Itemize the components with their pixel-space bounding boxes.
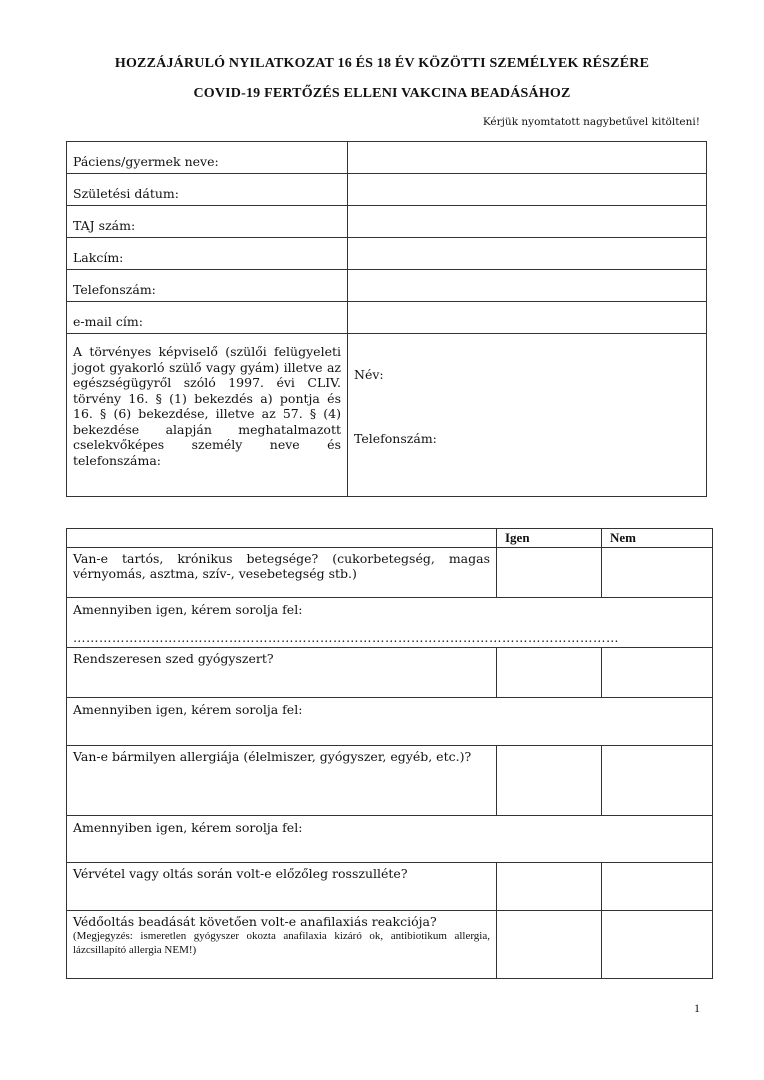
- anaphylaxis-question-cell: [67, 910, 497, 978]
- email-label: e-mail cím:: [67, 302, 348, 334]
- patient-name-row: [67, 142, 707, 174]
- fainting-question: Vérvétel vagy oltás során volt-e előzőleg rosszulléte?: [67, 862, 497, 910]
- medication-list-row: [67, 697, 713, 745]
- phone-label: Telefonszám:: [67, 270, 348, 302]
- anaphylaxis-no-box[interactable]: [602, 910, 713, 978]
- fainting-no-box[interactable]: [602, 862, 713, 910]
- anaphylaxis-yes-box[interactable]: [497, 910, 602, 978]
- no-column-header: Nem: [602, 529, 713, 548]
- medication-question: Rendszeresen szed gyógyszert?: [67, 647, 497, 697]
- medication-yes-box[interactable]: [497, 647, 602, 697]
- chronic-disease-question: Van-e tartós, krónikus betegsége? (cukorbetegség, magas vérnyomás, asztma, szív-, vesebetegség stb.): [67, 547, 497, 597]
- chronic-disease-yes-box[interactable]: [497, 547, 602, 597]
- allergy-list-field[interactable]: Amennyiben igen, kérem sorolja fel:: [67, 815, 713, 862]
- address-field[interactable]: [348, 238, 707, 270]
- chronic-disease-list-label: Amennyiben igen, kérem sorolja fel:: [73, 601, 303, 617]
- fill-instruction-note: Kérjük nyomtatott nagybetűvel kitölteni!: [482, 116, 700, 128]
- address-label: Lakcím:: [67, 238, 348, 270]
- page-number: 1: [694, 1001, 700, 1015]
- patient-name-label: Páciens/gyermek neve:: [67, 142, 348, 174]
- anaphylaxis-question: Védőoltás beadását követően volt-e anafilaxiás reakciója?: [73, 913, 437, 929]
- representative-row: [67, 334, 707, 497]
- chronic-disease-row: [67, 547, 713, 597]
- fainting-yes-box[interactable]: [497, 862, 602, 910]
- medication-row: [67, 647, 713, 697]
- email-field[interactable]: [348, 302, 707, 334]
- health-questions-table: [66, 528, 713, 979]
- birth-date-row: [67, 174, 707, 206]
- taj-field[interactable]: [348, 206, 707, 238]
- allergy-question: Van-e bármilyen allergiája (élelmiszer, gyógyszer, egyéb, etc.)?: [67, 745, 497, 815]
- dotted-line: ………………………………………………………………………………………………………………: [73, 630, 619, 645]
- birth-date-label: Születési dátum:: [67, 174, 348, 206]
- allergy-list-row: [67, 815, 713, 862]
- taj-label: TAJ szám:: [67, 206, 348, 238]
- question-header-cell: [67, 529, 497, 548]
- chronic-disease-no-box[interactable]: [602, 547, 713, 597]
- anaphylaxis-row: [67, 910, 713, 978]
- representative-phone-label: Telefonszám:: [354, 431, 437, 446]
- medication-no-box[interactable]: [602, 647, 713, 697]
- chronic-disease-list-row: [67, 597, 713, 647]
- medication-list-field[interactable]: Amennyiben igen, kérem sorolja fel:: [67, 697, 713, 745]
- patient-name-field[interactable]: [348, 142, 707, 174]
- anaphylaxis-note: (Megjegyzés: ismeretlen gyógyszer okozta anafilaxia kizáró ok, antibiotikum allergia, lázcsillapító allergia NEM!): [73, 930, 490, 956]
- phone-field[interactable]: [348, 270, 707, 302]
- representative-label: A törvényes képviselő (szülői felügyeleti jogot gyakorló szülő vagy gyám) illetve az egészségügyről szóló 1997. évi CLIV. törvény 16. § (1) bekezdés a) pontja és 16. § (6) bekezdése, illetve az 57. § (4) bekezdése alapján meghatalmazott cselekvőképes személy neve és telefonszáma:: [67, 334, 348, 497]
- phone-row: [67, 270, 707, 302]
- chronic-disease-list-field[interactable]: [67, 597, 713, 647]
- fainting-row: [67, 862, 713, 910]
- allergy-row: [67, 745, 713, 815]
- birth-date-field[interactable]: [348, 174, 707, 206]
- allergy-yes-box[interactable]: [497, 745, 602, 815]
- allergy-no-box[interactable]: [602, 745, 713, 815]
- address-row: [67, 238, 707, 270]
- taj-row: [67, 206, 707, 238]
- representative-name-label: Név:: [354, 367, 384, 382]
- personal-info-table: [66, 141, 707, 497]
- document-title-line2: COVID-19 FERTŐZÉS ELLENI VAKCINA BEADÁSÁHOZ: [193, 86, 571, 101]
- health-header-row: [67, 529, 713, 548]
- representative-field[interactable]: [348, 334, 707, 497]
- yes-column-header: Igen: [497, 529, 602, 548]
- email-row: [67, 302, 707, 334]
- document-title-line1: HOZZÁJÁRULÓ NYILATKOZAT 16 ÉS 18 ÉV KÖZÖTTI SZEMÉLYEK RÉSZÉRE: [114, 56, 650, 71]
